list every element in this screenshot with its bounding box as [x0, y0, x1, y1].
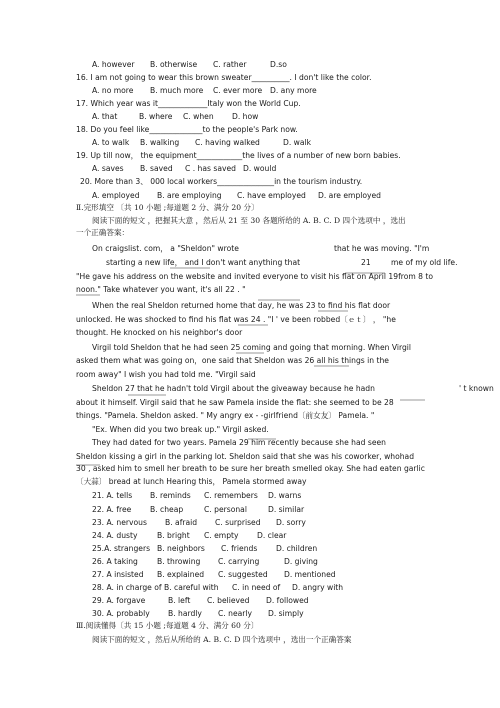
text-line: A. saves: [92, 164, 124, 173]
text-line: A. however: [92, 60, 135, 69]
text-line: B. throwing: [157, 557, 201, 566]
text-line: starting a new life， and I don't want anything that: [106, 258, 301, 267]
text-line: 阅读下面的短文 ，然后从所给的 A. B. C. D 四个选项中 ，选出一个正确答案: [92, 635, 352, 644]
text-line: 18. Do you feel like______________to the people's Park now.: [76, 125, 298, 134]
text-line: B. cheap: [150, 505, 184, 514]
text-line: On craigslist. com， a "Sheldon" wrote: [92, 244, 239, 253]
text-line: Virgil told Sheldon that he had seen 25 coming and going that morning. When Virgil: [92, 343, 412, 352]
text-line: They had dated for two years. Pamela 29 him recently because she had seen: [92, 438, 386, 447]
text-line: D. sorry: [276, 518, 306, 527]
text-line: 20. More than 3、 000 local workers_______________in the tourism industry.: [80, 177, 363, 186]
text-line: ' t known: [459, 384, 494, 393]
text-line: 26. A taking: [92, 557, 138, 566]
text-line: B. otherwise: [150, 60, 198, 69]
text-line: 25.A. strangers: [92, 544, 151, 553]
text-line: asked them what was going on，one said that Sheldon was 26 all his things in the: [76, 356, 389, 365]
text-line: unlocked. He was shocked to find his flat was 24 . "I ' ve been robbed〔ｅｔ〕 ， "he: [76, 315, 396, 324]
text-line: me of my old life.: [391, 258, 458, 267]
text-line: C. when: [183, 112, 214, 121]
text-line: room away" I wish you had told me. "Virgil said: [76, 370, 256, 379]
text-line: Sheldon 27 that he hadn't told Virgil about the giveaway because he hadn: [92, 384, 375, 393]
text-line: B. explained: [157, 570, 205, 579]
text-line: C. have employed: [237, 191, 306, 200]
text-line: 28. A. in charge of B. careful with: [92, 583, 219, 592]
text-line: Ⅲ.阅读懂得〔共 15 小题 ;每道题 4 分、满分 60 分〕: [76, 621, 259, 630]
text-line: 19. Up till now， the equipment____________the lives of a number of new born babies.: [76, 151, 401, 160]
text-line: C. empty: [204, 531, 239, 540]
text-line: 〔大蒜〕 bread at lunch Hearing this， Pamela stormed away: [76, 477, 307, 486]
text-line: D. angry with: [292, 583, 344, 592]
text-line: C. having walked: [195, 138, 260, 147]
text-line: 27. A insisted: [92, 570, 144, 579]
text-line: D. walk: [283, 138, 312, 147]
text-line: D. how: [232, 112, 259, 121]
text-line: 24. A. dusty: [92, 531, 138, 540]
text-line: about it himself. Virgil said that he saw Pamela inside the flat: she seemed to be 28: [76, 398, 394, 407]
text-line: C. suggested: [218, 570, 268, 579]
text-line: C. in need of: [232, 583, 281, 592]
text-line: D. mentioned: [284, 570, 336, 579]
text-line: C . has saved: [185, 164, 236, 173]
text-line: 16. I am not going to wear this brown sweater__________. I don't like the color.: [76, 73, 372, 82]
text-line: B. neighbors: [157, 544, 205, 553]
text-line: D. similar: [268, 505, 305, 514]
text-line: C. nearly: [218, 609, 252, 618]
text-line: C. ever more: [213, 86, 263, 95]
text-line: C. carrying: [218, 557, 260, 566]
text-line: 30 , asked him to smell her breath to be sure her breath smelled okay. She had eaten garlic: [76, 464, 425, 473]
text-line: A. to walk: [92, 138, 130, 147]
text-line: 21. A. tells: [92, 491, 133, 500]
text-line: D. giving: [284, 557, 318, 566]
text-line: B. are employing: [157, 191, 222, 200]
text-line: B. hardly: [168, 609, 202, 618]
text-line: D.so: [270, 60, 287, 69]
text-line: Ⅱ.完形填空 〔共 10 小题 ;每道题 2 分、满分 20 分〕: [76, 203, 259, 212]
text-line: D. warns: [268, 491, 302, 500]
text-line: B. much more: [150, 86, 204, 95]
text-line: 22. A. free: [92, 505, 132, 514]
text-line: 一个正确答案：: [76, 228, 130, 237]
text-line: A. employed: [92, 191, 140, 200]
text-line: 17. Which year was it_____________Italy won the World Cup.: [76, 99, 301, 108]
text-line: A. that: [92, 112, 118, 121]
text-line: B. saved: [140, 164, 173, 173]
text-line: 23. A. nervous: [92, 518, 147, 527]
text-line: Sheldon kissing a girl in the parking lot. Sheldon said that she was his coworker, whohad: [76, 452, 415, 461]
text-line: 阅读下面的短文 ，把握其大意 ，然后从 21 至 30 各题所给的 A. B. C. D 四个选项中 ，选出: [92, 216, 406, 225]
text-line: things. "Pamela. Sheldon asked. " My angry ex - -girlfriend〔前女友〕 Pamela. ": [76, 411, 375, 420]
text-line: D. children: [276, 544, 318, 553]
text-line: B. walking: [140, 138, 180, 147]
text-line: thought. He knocked on his neighbor's door: [76, 328, 243, 337]
text-line: D. any more: [270, 86, 317, 95]
text-line: When the real Sheldon returned home that day, he was 23 to find his flat door: [92, 301, 391, 310]
text-line: B. left: [168, 596, 191, 605]
text-line: "Ex. When did you two break up." Virgil asked.: [92, 425, 269, 434]
text-line: 29. A. forgave: [92, 596, 146, 605]
text-line: C. friends: [221, 544, 258, 553]
text-line: D. simply: [268, 609, 304, 618]
text-line: that he was moving. "I'm: [334, 244, 430, 253]
text-line: C. surprised: [215, 518, 261, 527]
text-line: B. where: [139, 112, 173, 121]
text-line: D. followed: [266, 596, 309, 605]
text-line: C. believed: [207, 596, 250, 605]
text-line: D. would: [243, 164, 277, 173]
text-line: 21: [361, 258, 371, 267]
text-line: C. personal: [204, 505, 247, 514]
text-line: B. reminds: [150, 491, 191, 500]
text-line: A. no more: [92, 86, 134, 95]
text-line: D. are employed: [318, 191, 382, 200]
text-line: 30. A. probably: [92, 609, 150, 618]
text-line: B. afraid: [165, 518, 198, 527]
text-line: noon." Take whatever you want, it's all 22 . ": [76, 285, 246, 294]
text-line: C. remembers: [204, 491, 258, 500]
text-line: D. clear: [257, 531, 287, 540]
text-line: B. bright: [157, 531, 190, 540]
text-line: C. rather: [213, 60, 247, 69]
text-line: "He gave his address on the website and invited everyone to visit his flat on April 19from 8 to: [76, 272, 434, 281]
